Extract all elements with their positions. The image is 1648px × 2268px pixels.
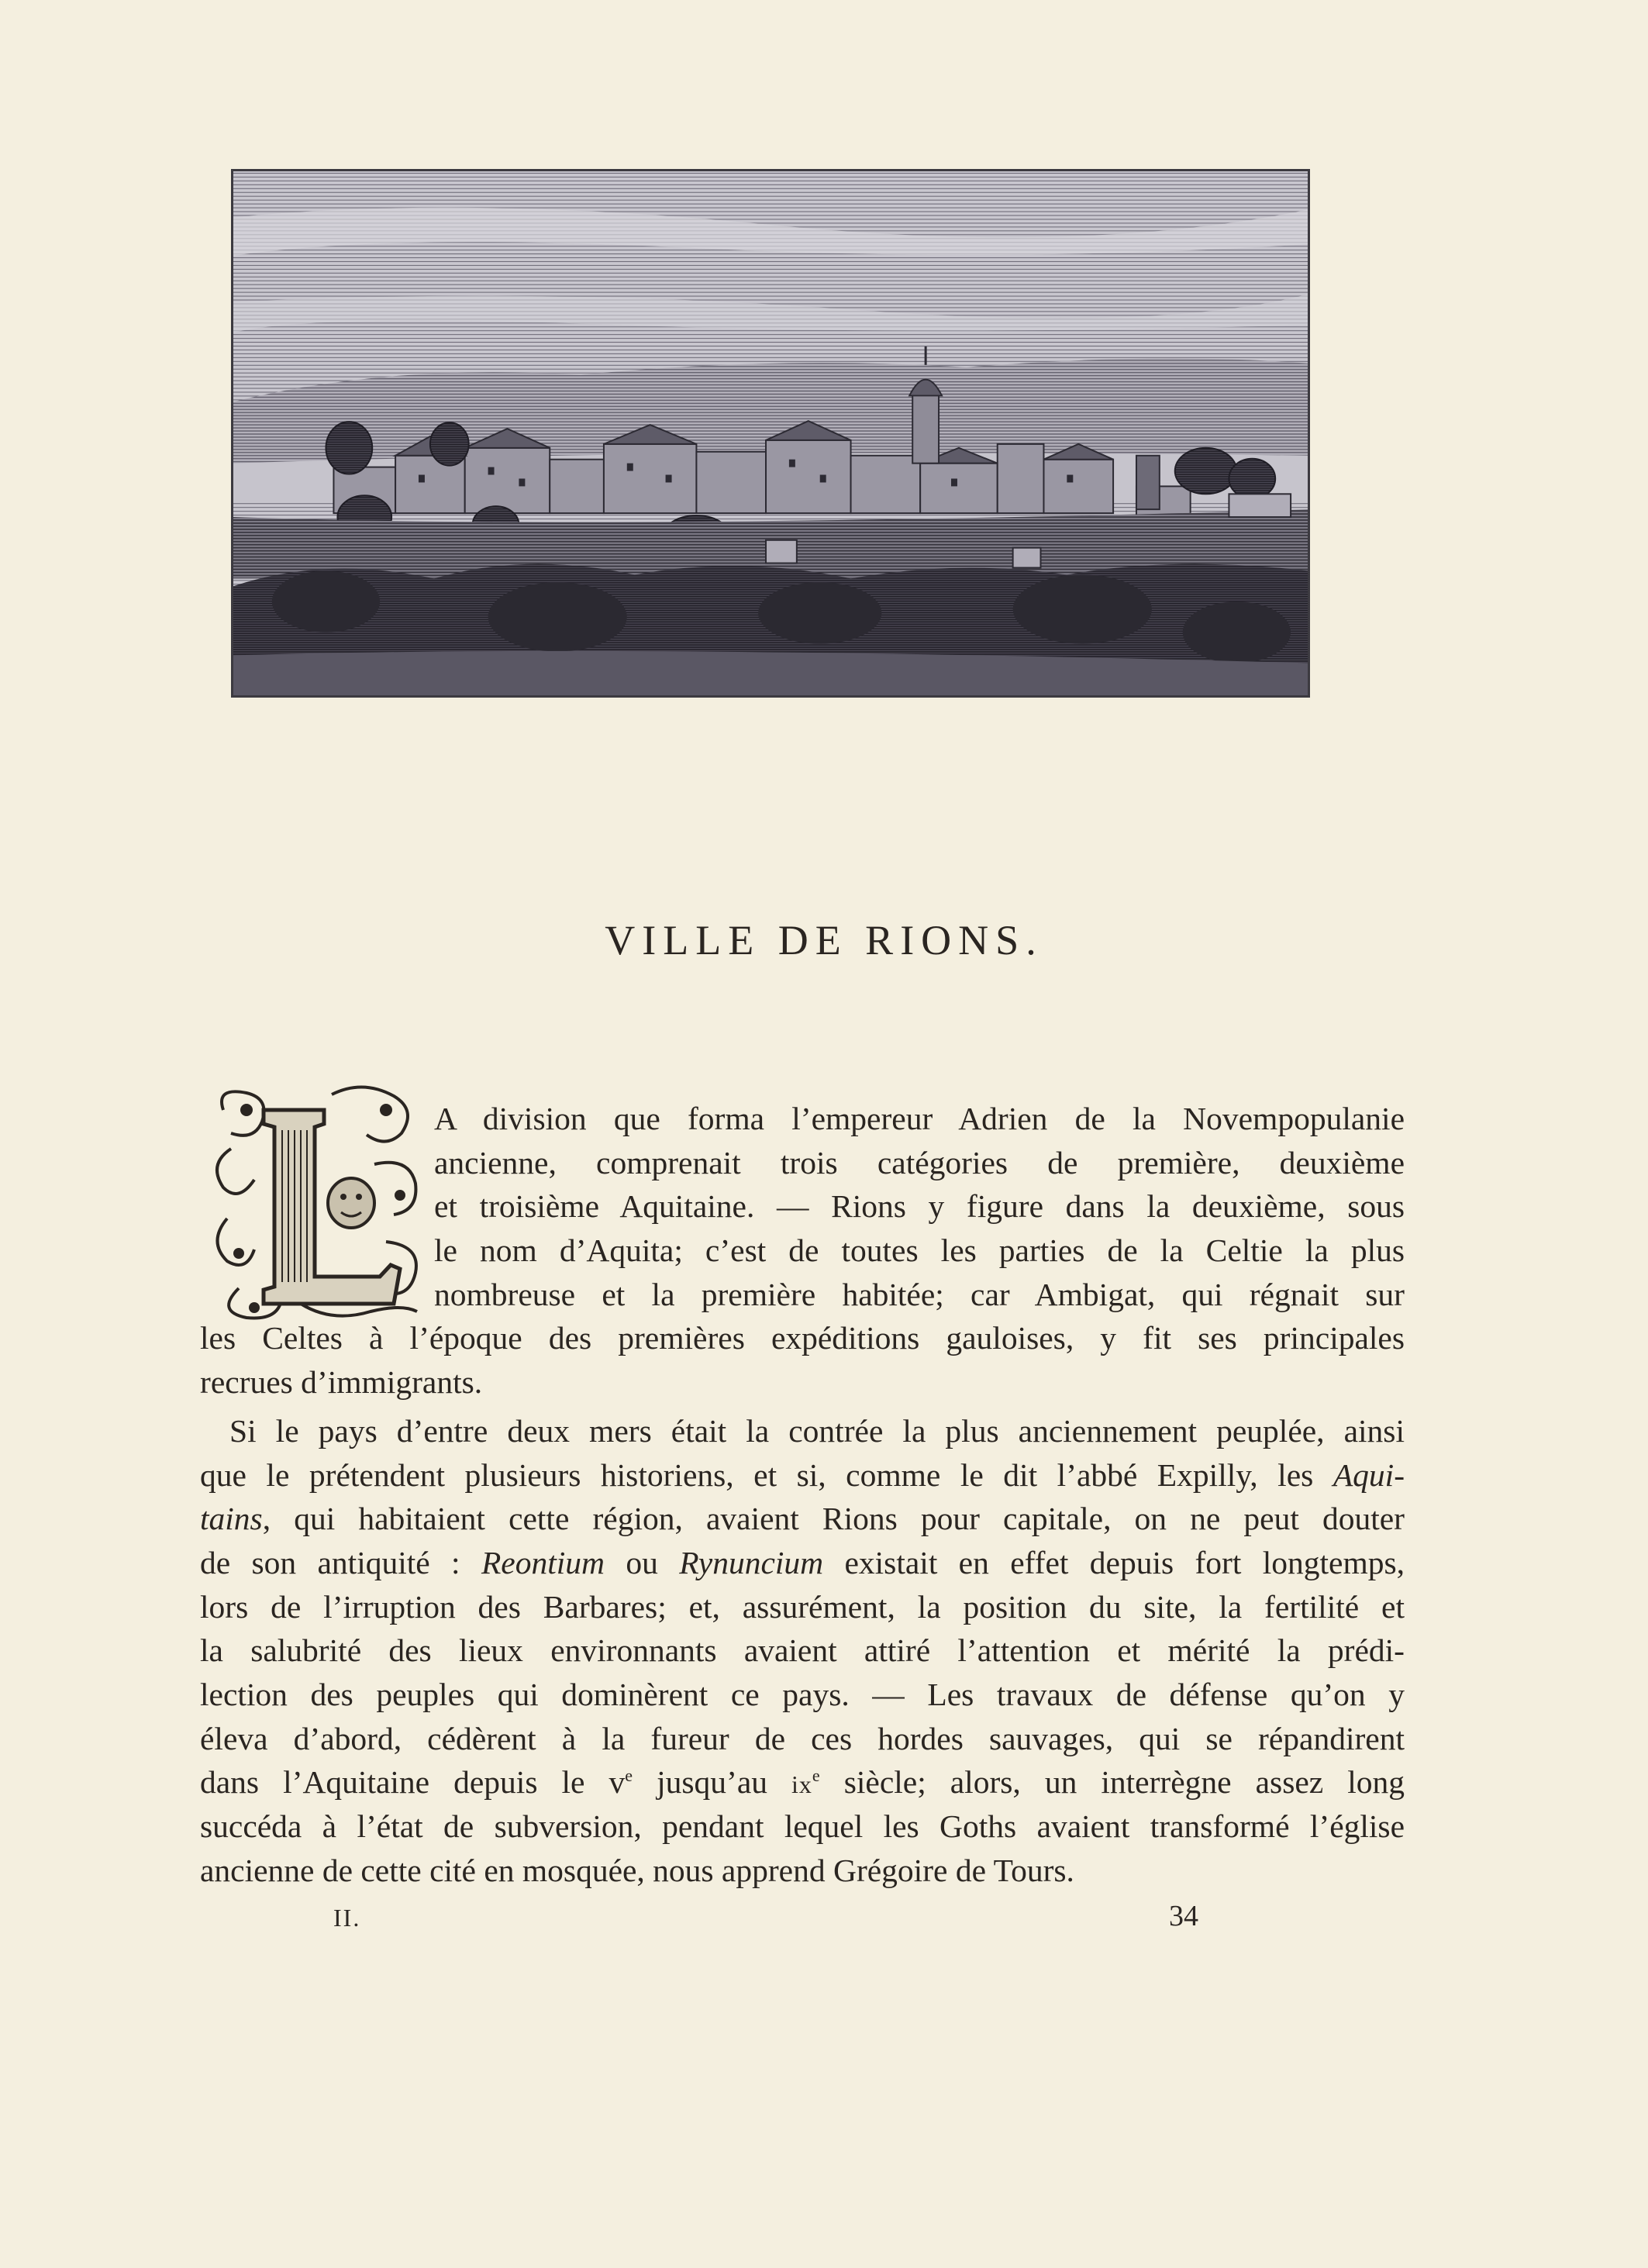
paragraph-1-line: A division que forma l’empereur Adrien de la Novempopulanie <box>434 1101 1405 1136</box>
body-text <box>200 1097 1405 1892</box>
engraving-drawing <box>233 171 1308 695</box>
chapter-title: VILLE DE RIONS. <box>605 917 1043 963</box>
paragraph-1-line: le nom d’Aquita; c’est de toutes les parties de la Celtie la plus <box>434 1232 1405 1269</box>
paragraph-2-line: lors de l’irruption des Barbares; et, assurément, la position du site, la fertilité et <box>200 1588 1405 1625</box>
paragraph-2-line: succéda à l’état de subversion, pendant lequel les Goths avaient transformé l’église <box>200 1808 1405 1844</box>
paragraph-2-line: Si le pays d’entre deux mers était la contrée la plus anciennement peuplée, ainsi <box>229 1412 1405 1449</box>
paragraph-2-line: éleva d’abord, cédèrent à la fureur de ces hordes sauvages, qui se répandirent <box>200 1720 1405 1756</box>
paragraph-2-line: tains, qui habitaient cette région, avaient Rions pour capitale, on ne peut douter <box>200 1501 1405 1537</box>
italic-term: Reontium <box>481 1544 605 1580</box>
paragraph-1-line: nombreuse et la première habitée; car Ambigat, qui régnait sur <box>434 1276 1405 1312</box>
paragraph-2-line: lection des peuples qui dominèrent ce pays. — Les travaux de défense qu’on y <box>200 1676 1405 1712</box>
paragraph-1-line: les Celtes à l’époque des premières expéditions gauloises, y fit ses principales <box>200 1320 1405 1356</box>
signature-mark: II. <box>333 1904 361 1932</box>
paragraph-2-line: ancienne de cette cité en mosquée, nous apprend Grégoire de Tours. <box>200 1852 1074 1888</box>
page-number: 34 <box>1169 1900 1198 1932</box>
paragraph-2-line: dans l’Aquitaine depuis le $v^e$ jusqu’au $ix^e$ siècle; alors, un interrègne assez long <box>200 1764 1405 1801</box>
italic-term: tains <box>200 1501 263 1537</box>
paragraph-2-line: de son antiquité : Reontium ou Rynuncium existait en effet depuis fort longtemps, <box>200 1544 1405 1580</box>
town-engraving-illustration <box>231 169 1310 698</box>
paragraph-1-line: et troisième Aquitaine. — Rions y figure dans la deuxième, sous <box>434 1188 1405 1225</box>
paragraph-2-line: que le prétendent plusieurs historiens, et si, comme le dit l’abbé Expilly, les Aqui- <box>200 1456 1405 1493</box>
italic-term: Aqui- <box>1333 1456 1405 1493</box>
paragraph-1-line: ancienne, comprenait trois catégories de première, deuxième <box>434 1144 1405 1181</box>
italic-term: Rynuncium <box>679 1544 824 1580</box>
paragraph-1-line: recrues d’immigrants. <box>200 1364 483 1401</box>
paragraph-2-line: la salubrité des lieux environnants avaient attiré l’attention et mérité la prédi- <box>200 1632 1405 1669</box>
